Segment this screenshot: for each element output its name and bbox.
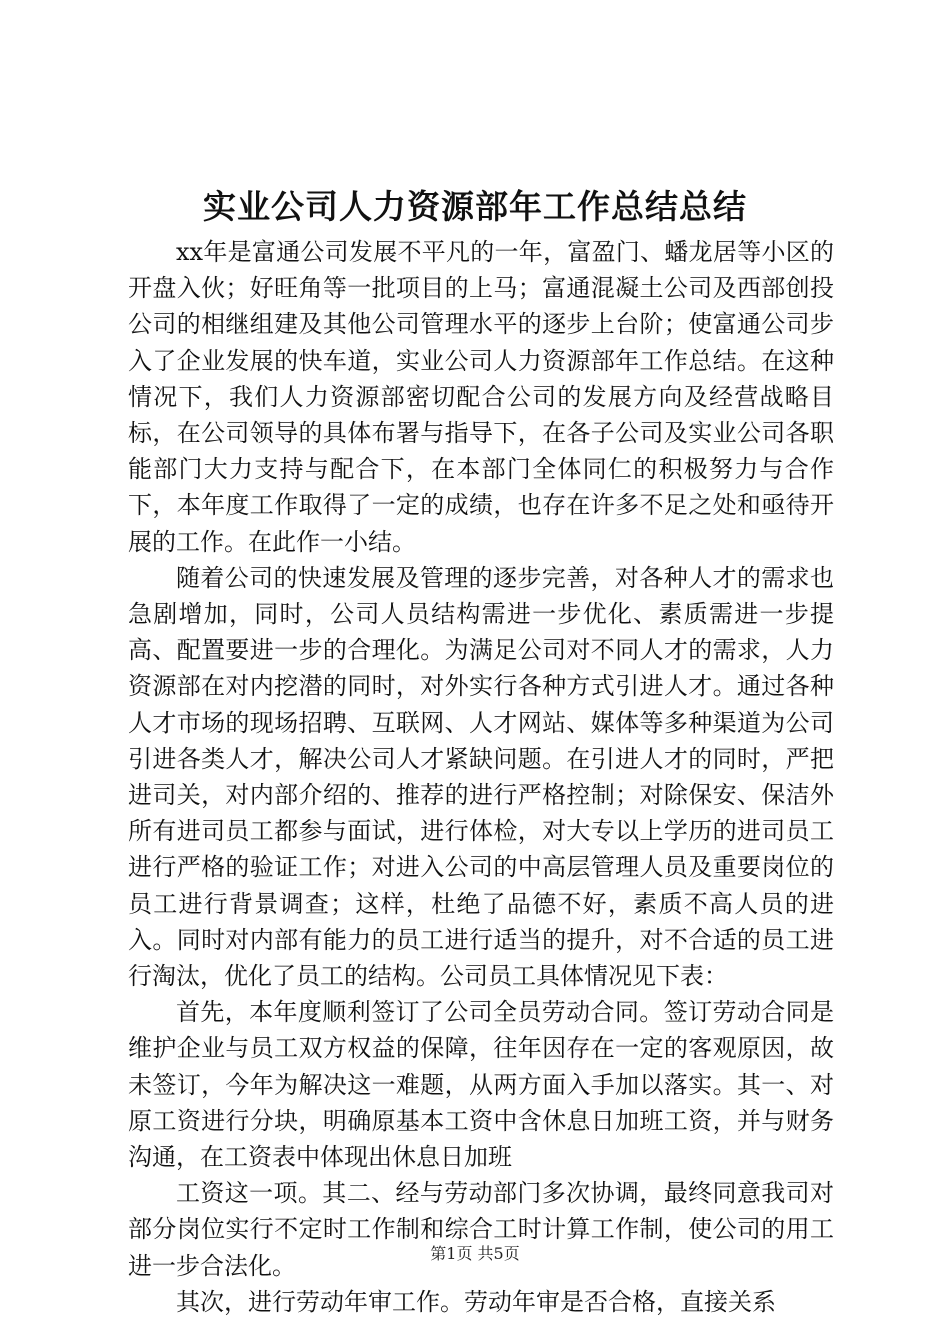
paragraph-4: 工资这一项。其二、经与劳动部门多次协调，最终同意我司对部分岗位实行不定时工作制和综合工时计算工作制，使公司的用工进一步合法化。 [128, 1179, 834, 1280]
document-body [128, 234, 834, 1320]
page-number-footer: 第1页 共5页 [430, 1244, 520, 1263]
paragraph-2: 随着公司的快速发展及管理的逐步完善，对各种人才的需求也急剧增加，同时，公司人员结构需进一步优化、素质需进一步提高、配置要进一步的合理化。为满足公司对不同人才的需求，人力资源部在对内挖潜的同时，对外实行各种方式引进人才。通过各种人才市场的现场招聘、互联网、人才网站、媒体等多种渠道为公司引进各类人才，解决公司人才紧缺问题。在引进人才的同时，严把进司关，对内部介绍的、推荐的进行严格控制；对除保安、保洁外所有进司员工都参与面试，进行体检，对大专以上学历的进司员工进行严格的验证工作；对进入公司的中高层管理人员及重要岗位的员工进行背景调查；这样，杜绝了品德不好，素质不高人员的进入。同时对内部有能力的员工进行适当的提升，对不合适的员工进行淘汰，优化了员工的结构。公司员工具体情况见下表： [128, 563, 834, 991]
paragraph-3: 首先，本年度顺利签订了公司全员劳动合同。签订劳动合同是维护企业与员工双方权益的保障，往年因存在一定的客观原因，故未签订，今年为解决这一难题，从两方面入手加以落实。其一、对原工资进行分块，明确原基本工资中含休息日加班工资，并与财务沟通，在工资表中体现出休息日加班 [128, 998, 834, 1172]
document-title: 实业公司人力资源部年工作总结总结 [203, 187, 747, 226]
paragraph-5: 其次，进行劳动年审工作。劳动年审是否合格，直接关系 [176, 1287, 776, 1316]
paragraph-1: xx年是富通公司发展不平凡的一年，富盈门、蟠龙居等小区的开盘入伙；好旺角等一批项目的上马；富通混凝土公司及西部创投公司的相继组建及其他公司管理水平的逐步上台阶；使富通公司步入了企业发展的快车道，实业公司人力资源部年工作总结。在这种情况下，我们人力资源部密切配合公司的发展方向及经营战略目标，在公司领导的具体布署与指导下，在各子公司及实业公司各职能部门大力支持与配合下，在本部门全体同仁的积极努力与合作下，本年度工作取得了一定的成绩，也存在许多不足之处和亟待开展的工作。在此作一小结。 [128, 238, 834, 556]
